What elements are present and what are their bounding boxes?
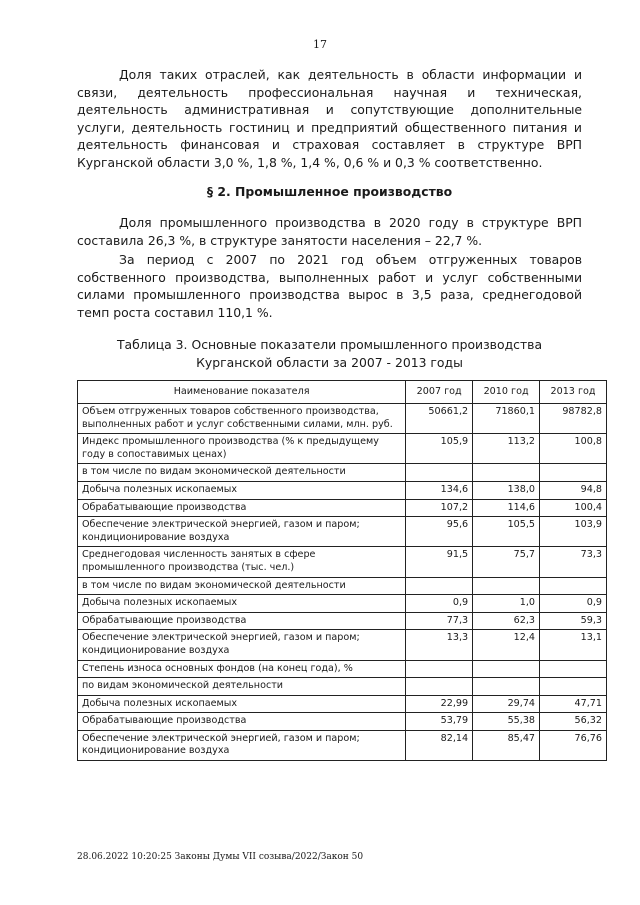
table-caption-line1: Таблица 3. Основные показатели промышленного производства	[116, 337, 543, 352]
table-row	[78, 695, 607, 713]
value-2007-cell	[406, 464, 473, 482]
table-row	[78, 481, 607, 499]
header-2007: 2007 год	[406, 381, 473, 404]
value-2007-cell: 13,3	[406, 630, 473, 660]
table-body	[78, 404, 607, 761]
table-row	[78, 499, 607, 517]
table-row	[78, 434, 607, 464]
indicator-name-cell: Обрабатывающие производства	[78, 499, 406, 517]
value-2013-cell: 47,71	[540, 695, 607, 713]
indicator-name-cell: Обеспечение электрической энергией, газом и паром; кондиционирование воздуха	[78, 630, 406, 660]
indicator-name-cell: Объем отгруженных товаров собственного производства, выполненных работ и услуг собственными силами, млн. руб.	[78, 404, 406, 434]
header-2010: 2010 год	[473, 381, 540, 404]
table-row	[78, 577, 607, 595]
section-heading: § 2. Промышленное производство	[206, 184, 453, 199]
table-row	[78, 464, 607, 482]
indicators-table	[77, 380, 607, 761]
value-2010-cell: 138,0	[473, 481, 540, 499]
table-caption	[77, 336, 582, 372]
value-2010-cell	[473, 660, 540, 678]
header-indicator-name: Наименование показателя	[78, 381, 406, 404]
table-header-row	[78, 381, 607, 404]
indicator-name-cell: Индекс промышленного производства (% к предыдущему году в сопоставимых ценах)	[78, 434, 406, 464]
value-2010-cell	[473, 577, 540, 595]
value-2013-cell: 98782,8	[540, 404, 607, 434]
table-row	[78, 730, 607, 760]
indicator-name-cell: Обеспечение электрической энергией, газом и паром; кондиционирование воздуха	[78, 730, 406, 760]
indicator-name-cell: Добыча полезных ископаемых	[78, 695, 406, 713]
value-2007-cell: 134,6	[406, 481, 473, 499]
intro-section	[77, 66, 582, 172]
indicator-name-cell: в том числе по видам экономической деятельности	[78, 464, 406, 482]
value-2013-cell: 0,9	[540, 595, 607, 613]
indicator-name-cell: Обрабатывающие производства	[78, 713, 406, 731]
value-2013-cell: 94,8	[540, 481, 607, 499]
indicator-name-cell: Добыча полезных ископаемых	[78, 481, 406, 499]
value-2007-cell: 107,2	[406, 499, 473, 517]
value-2013-cell: 103,9	[540, 517, 607, 547]
value-2010-cell: 1,0	[473, 595, 540, 613]
value-2007-cell	[406, 577, 473, 595]
indicator-name-cell: Обрабатывающие производства	[78, 612, 406, 630]
value-2010-cell: 113,2	[473, 434, 540, 464]
table-row	[78, 713, 607, 731]
indicator-name-cell: Среднегодовая численность занятых в сфере промышленного производства (тыс. чел.)	[78, 547, 406, 577]
value-2013-cell	[540, 577, 607, 595]
value-2013-cell: 73,3	[540, 547, 607, 577]
value-2007-cell	[406, 678, 473, 696]
table-row	[78, 517, 607, 547]
indicator-name-cell: Степень износа основных фондов (на конец года), %	[78, 660, 406, 678]
value-2007-cell: 0,9	[406, 595, 473, 613]
value-2013-cell: 56,32	[540, 713, 607, 731]
table-row	[78, 612, 607, 630]
value-2013-cell	[540, 660, 607, 678]
value-2010-cell: 114,6	[473, 499, 540, 517]
indicator-name-cell: Добыча полезных ископаемых	[78, 595, 406, 613]
table-row	[78, 595, 607, 613]
volume-paragraph: За период с 2007 по 2021 год объем отгруженных товаров собственного производства, выполненных работ и услуг собственными силами промышленного производства вырос в 3,5 раза, среднегодовой темп роста составил 110,1 %.	[77, 252, 582, 320]
indicator-name-cell: по видам экономической деятельности	[78, 678, 406, 696]
value-2010-cell: 29,74	[473, 695, 540, 713]
value-2010-cell: 12,4	[473, 630, 540, 660]
value-2010-cell: 71860,1	[473, 404, 540, 434]
value-2007-cell: 77,3	[406, 612, 473, 630]
table-caption-line2: Курганской области за 2007 - 2013 годы	[196, 355, 463, 370]
table-row	[78, 547, 607, 577]
value-2013-cell: 76,76	[540, 730, 607, 760]
value-2010-cell	[473, 464, 540, 482]
value-2007-cell	[406, 660, 473, 678]
table-row	[78, 660, 607, 678]
table-row	[78, 404, 607, 434]
value-2010-cell: 105,5	[473, 517, 540, 547]
value-2007-cell: 91,5	[406, 547, 473, 577]
value-2013-cell: 59,3	[540, 612, 607, 630]
volume-section	[77, 251, 582, 321]
value-2007-cell: 22,99	[406, 695, 473, 713]
table-row	[78, 630, 607, 660]
value-2013-cell: 100,8	[540, 434, 607, 464]
value-2013-cell: 100,4	[540, 499, 607, 517]
value-2010-cell: 75,7	[473, 547, 540, 577]
value-2007-cell: 82,14	[406, 730, 473, 760]
indicator-name-cell: в том числе по видам экономической деятельности	[78, 577, 406, 595]
value-2007-cell: 50661,2	[406, 404, 473, 434]
share-section	[77, 214, 582, 249]
value-2013-cell	[540, 464, 607, 482]
value-2007-cell: 53,79	[406, 713, 473, 731]
value-2010-cell: 85,47	[473, 730, 540, 760]
table-row	[78, 678, 607, 696]
footer-stamp: 28.06.2022 10:20:25 Законы Думы VII созыва/2022/Закон 50	[77, 852, 364, 862]
header-2013: 2013 год	[540, 381, 607, 404]
intro-paragraph: Доля таких отраслей, как деятельность в области информации и связи, деятельность профессиональная научная и техническая, деятельность административная и сопутствующие дополнительные услуги, деятельность гостиниц и предприятий общественного питания и деятельность финансовая и страховая составляет в структуре ВРП Курганской области 3,0 %, 1,8 %, 1,4 %, 0,6 % и 0,3 % соответственно.	[77, 67, 582, 170]
value-2007-cell: 105,9	[406, 434, 473, 464]
value-2010-cell: 62,3	[473, 612, 540, 630]
value-2013-cell	[540, 678, 607, 696]
value-2010-cell: 55,38	[473, 713, 540, 731]
page-number: 17	[313, 38, 327, 51]
value-2013-cell: 13,1	[540, 630, 607, 660]
indicator-name-cell: Обеспечение электрической энергией, газом и паром; кондиционирование воздуха	[78, 517, 406, 547]
value-2007-cell: 95,6	[406, 517, 473, 547]
share-paragraph: Доля промышленного производства в 2020 году в структуре ВРП составила 26,3 %, в структуре занятости населения – 22,7 %.	[77, 215, 582, 248]
value-2010-cell	[473, 678, 540, 696]
